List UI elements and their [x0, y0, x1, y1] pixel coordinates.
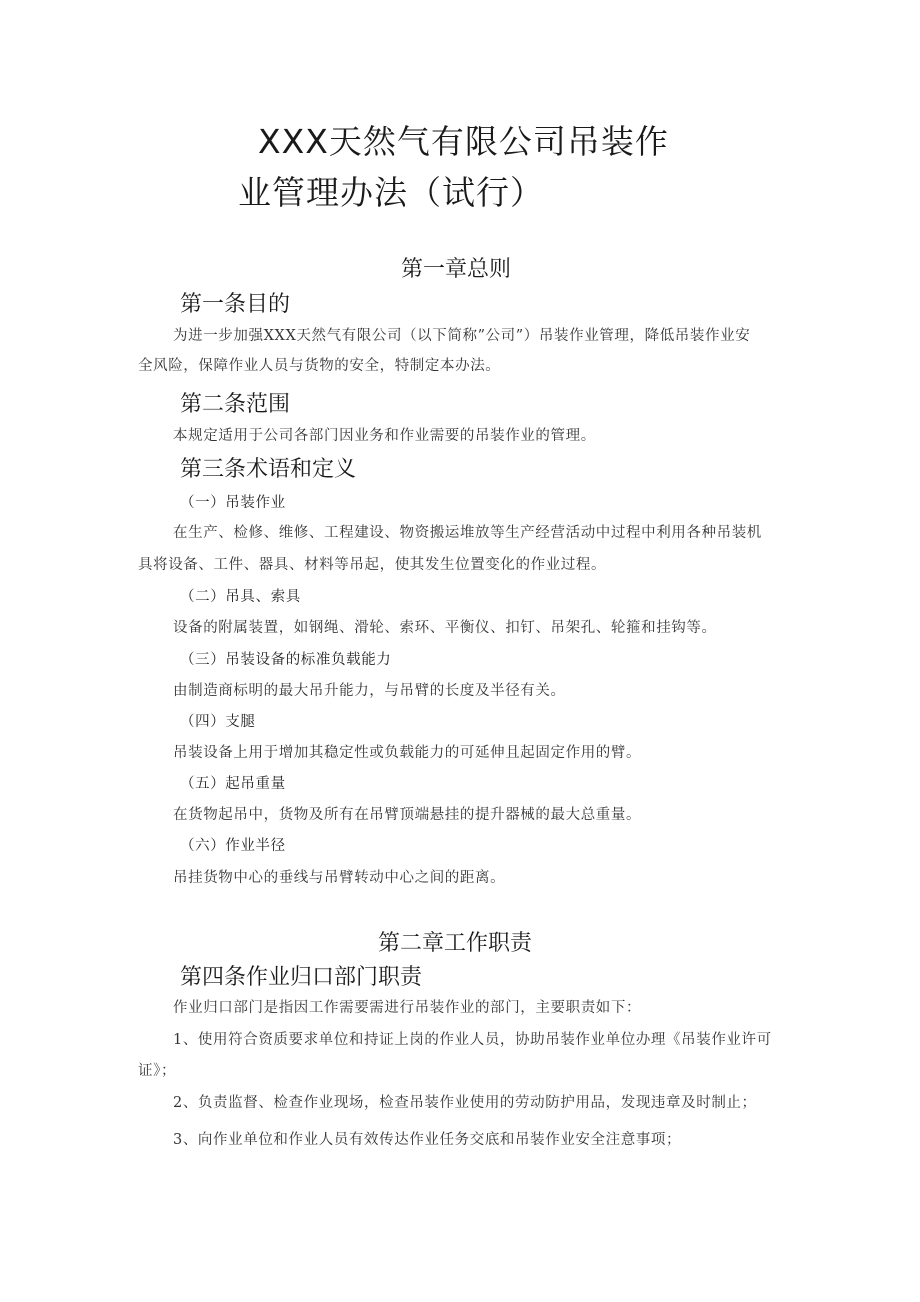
term-label: （三）吊装设备的标准负载能力 — [180, 652, 392, 668]
article1-para-line1: 为进一步加强XXX天然气有限公司（以下简称”公司”）吊装作业管理，降低吊装作业安 — [173, 328, 751, 344]
article4-item1-cont: 证》； — [138, 1063, 177, 1079]
article4-item3: 3、向作业单位和作业人员有效传达作业任务交底和吊装作业安全注意事项； — [173, 1132, 682, 1148]
term-label: （四）支腿 — [180, 714, 256, 730]
term-label: （一）吊装作业 — [180, 495, 286, 511]
document-title-line1: XXX天然气有限公司吊装作 — [258, 122, 669, 161]
chapter1-heading: 第一章总则 — [401, 257, 512, 282]
term-label: （二）吊具、索具 — [180, 589, 301, 605]
article2-heading: 第二条范围 — [180, 392, 291, 417]
document-title-line2: 业管理办法（试行） — [238, 173, 544, 212]
article1-para-line2: 全风险，保障作业人员与货物的安全，特制定本办法。 — [138, 358, 501, 374]
article2-para: 本规定适用于公司各部门因业务和作业需要的吊装作业的管理。 — [173, 428, 596, 444]
article4-item2: 2、负责监督、检查作业现场，检查吊装作业使用的劳动防护用品，发现违章及时制止； — [173, 1095, 757, 1111]
article3-heading: 第三条术语和定义 — [180, 457, 357, 482]
term-label: （五）起吊重量 — [180, 776, 286, 792]
term-label: （六）作业半径 — [180, 838, 286, 854]
article4-item1: 1、使用符合资质要求单位和持证上岗的作业人员，协助吊装作业单位办理《吊装作业许可 — [173, 1032, 772, 1048]
term-definition: 设备的附属装置，如钢绳、滑轮、索环、平衡仪、扣钉、吊架孔、轮箍和挂钩等。 — [173, 620, 717, 636]
article4-heading: 第四条作业归口部门职责 — [180, 965, 423, 990]
term-definition: 由制造商标明的最大吊升能力，与吊臂的长度及半径有关。 — [173, 683, 566, 699]
article1-heading: 第一条目的 — [180, 292, 291, 317]
term-definition: 吊挂货物中心的垂线与吊臂转动中心之间的距离。 — [173, 870, 506, 886]
term-definition: 在生产、检修、维修、工程建设、物资搬运堆放等生产经营活动中过程中利用各种吊装机 — [173, 525, 762, 541]
term-definition: 在货物起吊中，货物及所有在吊臂顶端悬挂的提升器械的最大总重量。 — [173, 807, 642, 823]
article4-intro: 作业归口部门是指因工作需要需进行吊装作业的部门，主要职责如下： — [173, 1000, 642, 1016]
term-definition: 吊装设备上用于增加其稳定性或负载能力的可延伸且起固定作用的臂。 — [173, 745, 642, 761]
term-definition-cont: 具将设备、工件、器具、材料等吊起，使其发生位置变化的作业过程。 — [138, 557, 607, 573]
chapter2-heading: 第二章工作职责 — [378, 931, 533, 956]
